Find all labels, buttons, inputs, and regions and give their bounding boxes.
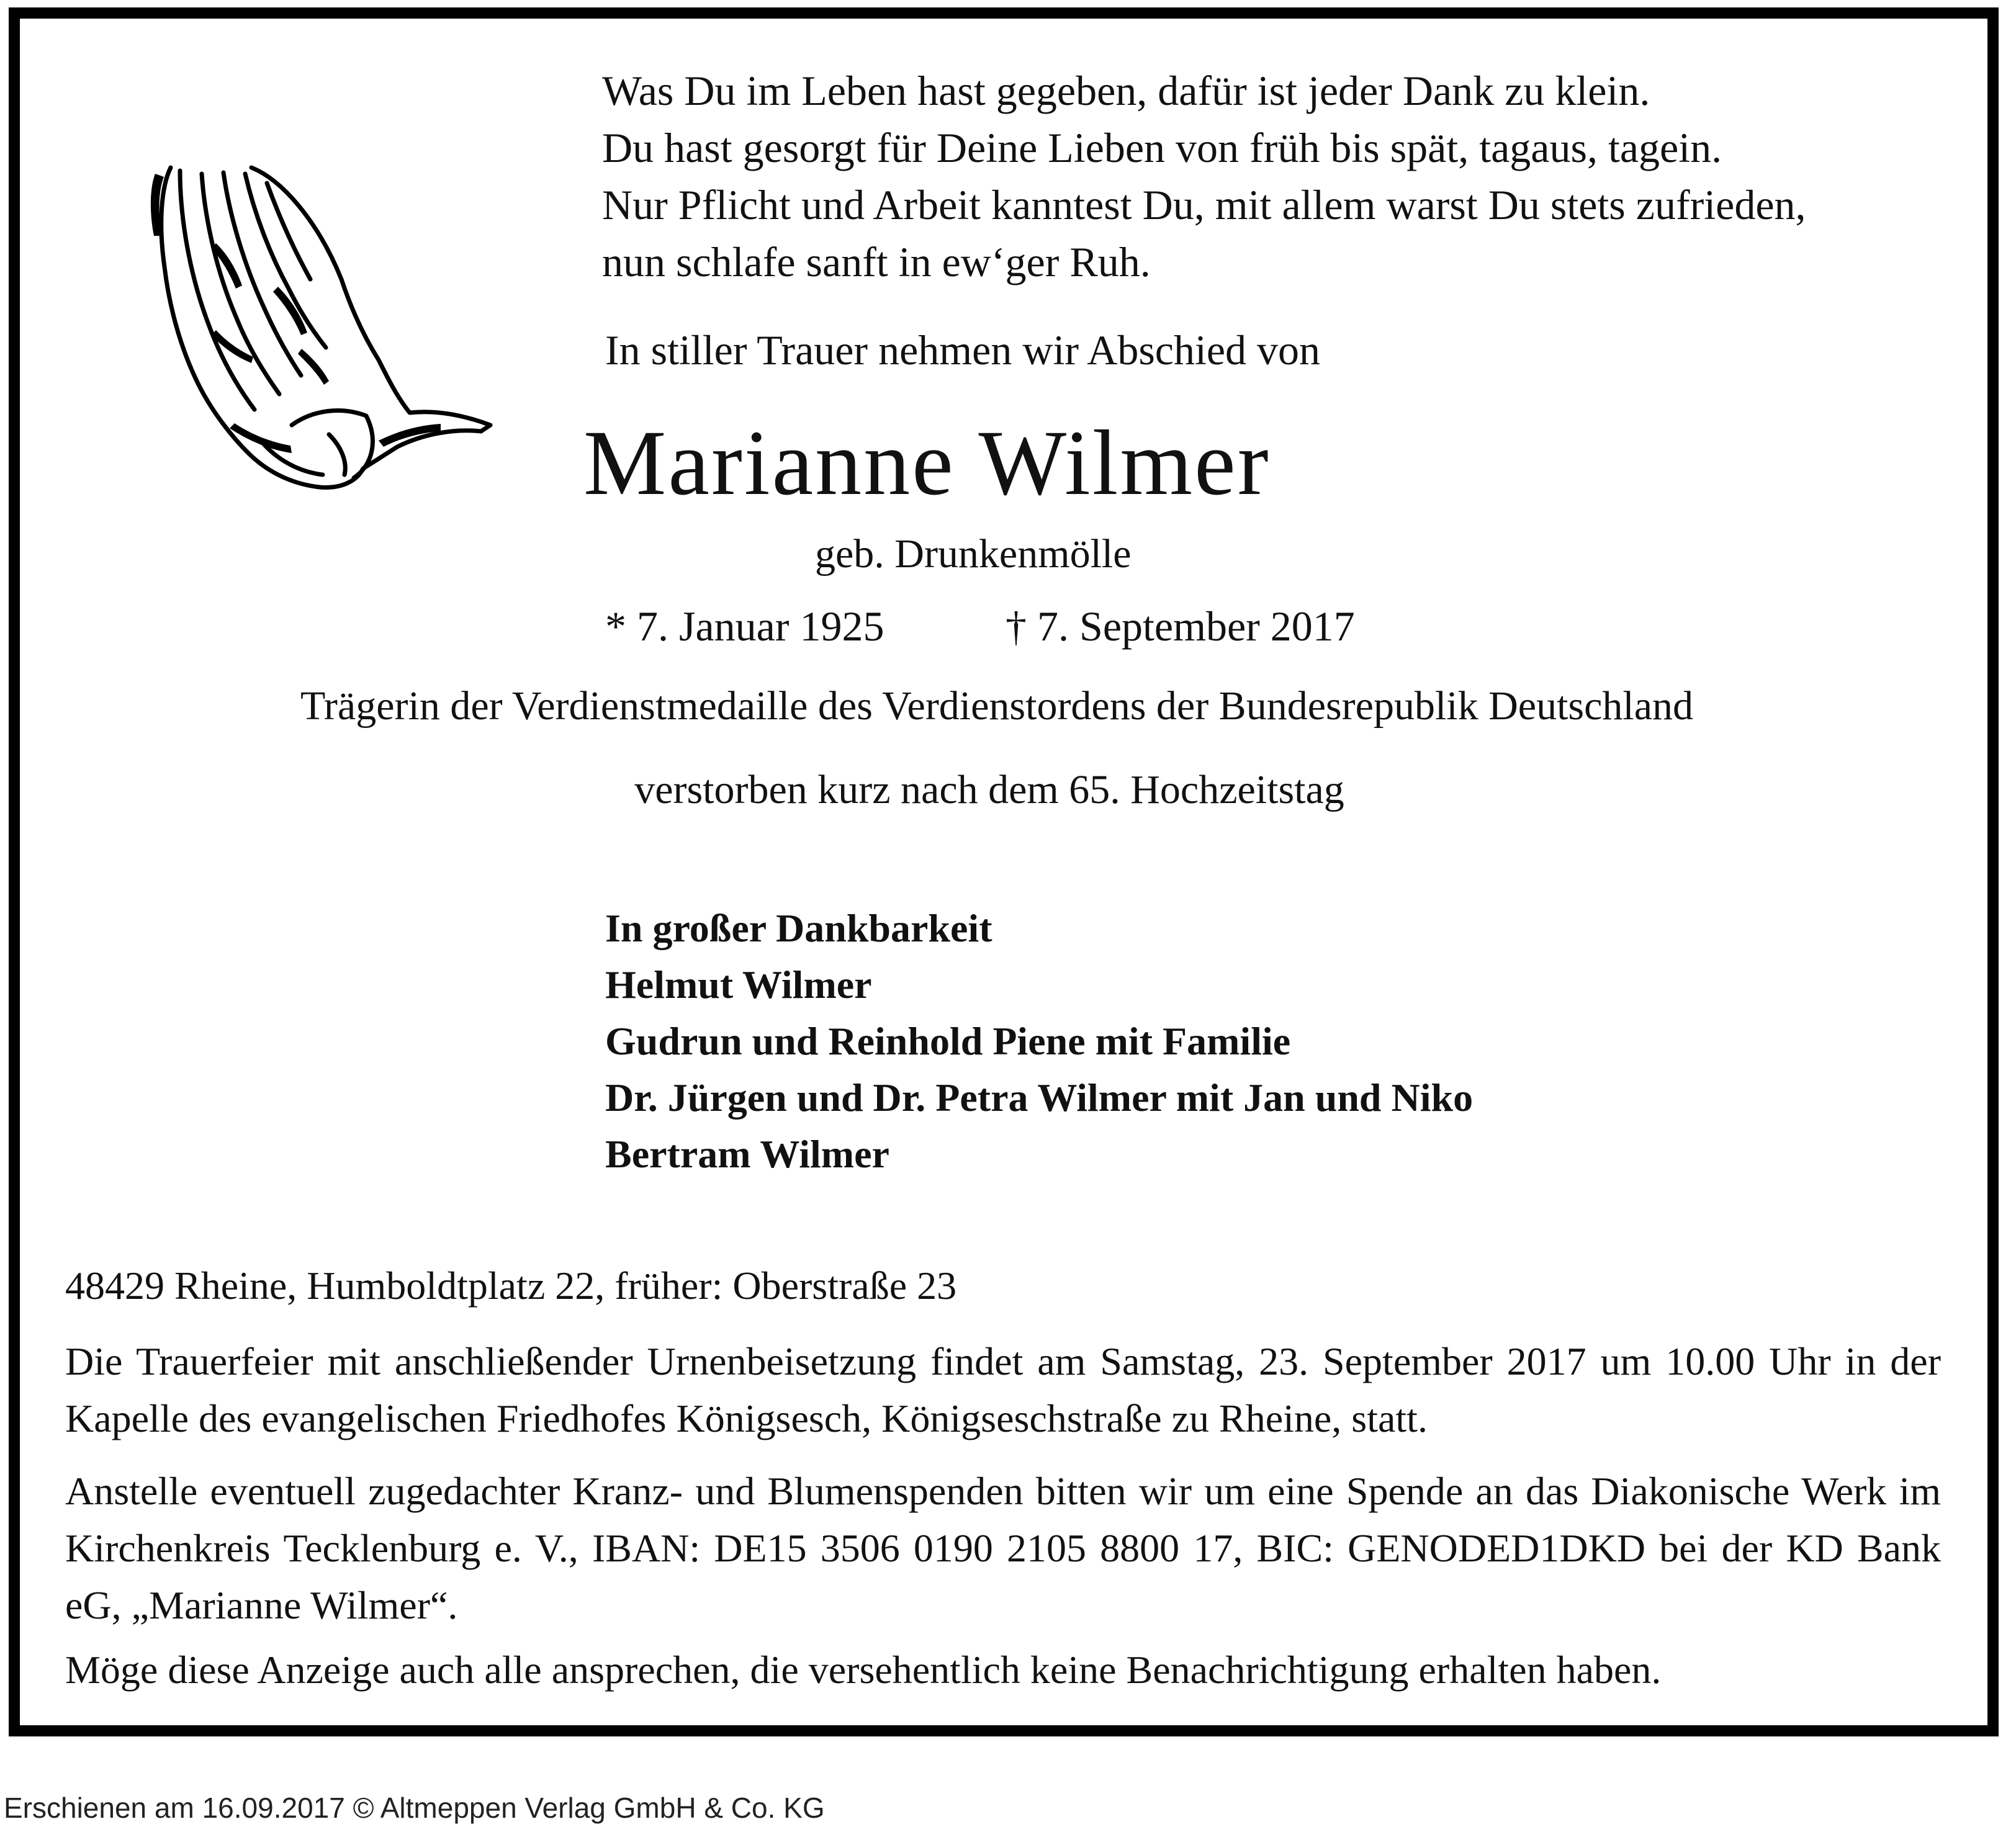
maiden-name: geb. Drunkenmölle (815, 531, 1132, 577)
poem-line: Was Du im Leben hast gegeben, dafür ist jeder Dank zu klein. (602, 67, 1650, 114)
anniversary-note: verstorben kurz nach dem 65. Hochzeitstag (634, 767, 1344, 812)
death-date: † 7. September 2017 (1006, 603, 1355, 650)
mourner-line: Bertram Wilmer (605, 1132, 889, 1176)
mourner-line: In großer Dankbarkeit (605, 906, 992, 950)
publication-footer: Erschienen am 16.09.2017 © Altmeppen Verlag GmbH & Co. KG (4, 1792, 825, 1824)
address: 48429 Rheine, Humboldtplatz 22, früher: Oberstraße 23 (65, 1264, 957, 1308)
honor-text: Trägerin der Verdienstmedaille des Verdienstordens der Bundesrepublik Deutschland (300, 683, 1694, 729)
poem-line: Du hast gesorgt für Deine Lieben von früh bis spät, tagaus, tagein. (602, 124, 1722, 171)
mourner-line: Gudrun und Reinhold Piene mit Familie (605, 1019, 1291, 1063)
mourners-list (605, 900, 1473, 1182)
mourner-line: Helmut Wilmer (605, 963, 872, 1007)
intro-text: In stiller Trauer nehmen wir Abschied von (605, 326, 1321, 374)
donation-paragraph: Anstelle eventuell zugedachter Kranz- und Blumenspenden bitten wir um eine Spende an das Diakonische Werk im Kirchenkreis Tecklenburg e. V., IBAN: DE15 3506 0190 2105 8800 17, BIC: GENODED1DKD bei der KD Bank eG, „Marianne Wilmer“. (65, 1469, 1941, 1627)
deceased-name: Marianne Wilmer (583, 411, 1271, 514)
poem-line: nun schlafe sanft in ew‘ger Ruh. (602, 238, 1151, 285)
mourner-line: Dr. Jürgen und Dr. Petra Wilmer mit Jan und Niko (605, 1075, 1474, 1120)
ceremony-paragraph: Die Trauerfeier mit anschließender Urnenbeisetzung findet am Samstag, 23. September 2017 um 10.00 Uhr in der Kapelle des evangelischen Friedhofes Königsesch, Königseschstraße zu Rheine, statt. (65, 1339, 1941, 1440)
poem-line: Nur Pflicht und Arbeit kanntest Du, mit allem warst Du stets zufrieden, (602, 181, 1806, 228)
praying-hands-icon (143, 149, 503, 509)
closing-paragraph: Möge diese Anzeige auch alle ansprechen, die versehentlich keine Benachrichtigung erhalten haben. (65, 1648, 1662, 1692)
poem (602, 62, 1806, 290)
birth-date: * 7. Januar 1925 (605, 603, 884, 650)
